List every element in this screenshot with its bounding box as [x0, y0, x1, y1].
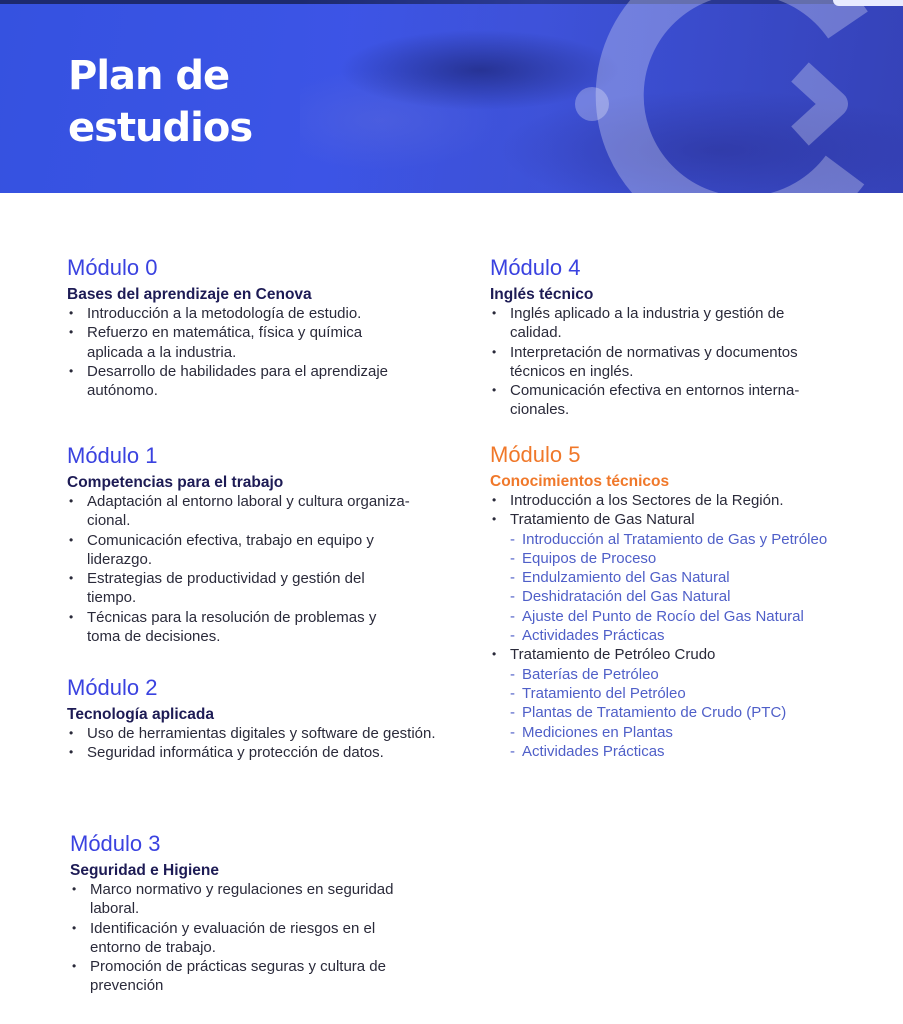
sub-list-item: - Actividades Prácticas — [490, 626, 850, 645]
sub-list-item: - Introducción al Tratamiento de Gas y Petróleo — [490, 530, 850, 549]
module-subtitle: Inglés técnico — [490, 286, 594, 303]
list-item: • Introducción a los Sectores de la Región. — [490, 491, 850, 510]
sub-list-item: - Ajuste del Punto de Rocío del Gas Natural — [490, 607, 850, 626]
sub-list-item: - Deshidratación del Gas Natural — [490, 587, 850, 606]
module-2 — [67, 675, 437, 763]
list-item: • Identificación y evaluación de riesgos en el entorno de trabajo. — [70, 919, 440, 958]
module-5 — [490, 442, 850, 761]
list-item: • Tratamiento de Petróleo Crudo — [490, 645, 850, 664]
module-subtitle: Seguridad e Higiene — [70, 862, 220, 879]
module-list — [67, 724, 437, 763]
list-item: • Inglés aplicado a la industria y gestión de calidad. — [490, 304, 840, 343]
sub-list-item: - Plantas de Tratamiento de Crudo (PTC) — [490, 703, 850, 722]
module-heading: Módulo 0 — [67, 255, 158, 280]
list-item: • Seguridad informática y protección de datos. — [67, 743, 437, 762]
list-item: • Refuerzo en matemática, física y química aplicada a la industria. — [67, 323, 427, 362]
list-item: • Promoción de prácticas seguras y cultura de prevención — [70, 957, 440, 996]
header-banner — [0, 0, 903, 193]
list-item: • Interpretación de normativas y documentos técnicos en inglés. — [490, 343, 840, 382]
module-heading: Módulo 4 — [490, 255, 581, 280]
module-1 — [67, 443, 447, 646]
list-item: • Comunicación efectiva en entornos interna-cionales. — [490, 381, 840, 420]
module-subtitle: Conocimientos técnicos — [490, 473, 670, 490]
module-list — [67, 492, 447, 646]
module-3 — [70, 831, 440, 996]
module-subtitle: Competencias para el trabajo — [67, 474, 284, 491]
module-heading: Módulo 1 — [67, 443, 158, 468]
list-item: • Introducción a la metodología de estudio. — [67, 304, 427, 323]
list-item: • Tratamiento de Gas Natural — [490, 510, 850, 529]
list-item: • Comunicación efectiva, trabajo en equipo y liderazgo. — [67, 531, 447, 570]
module-4 — [490, 255, 840, 420]
sub-list-item: - Mediciones en Plantas — [490, 723, 850, 742]
list-item: • Uso de herramientas digitales y software de gestión. — [67, 724, 437, 743]
sub-list-item: - Endulzamiento del Gas Natural — [490, 568, 850, 587]
module-heading: Módulo 3 — [70, 831, 161, 856]
module-list — [67, 304, 427, 400]
sub-list-item: - Tratamiento del Petróleo — [490, 684, 850, 703]
list-item: • Estrategias de productividad y gestión del tiempo. — [67, 569, 447, 608]
page-title: Plan de estudios — [68, 53, 253, 151]
module-list — [70, 880, 440, 996]
list-item: • Adaptación al entorno laboral y cultura organiza-cional. — [67, 492, 447, 531]
module-list — [490, 491, 850, 761]
list-item: • Desarrollo de habilidades para el aprendizaje autónomo. — [67, 362, 427, 401]
corner-mark — [833, 0, 903, 6]
module-0 — [67, 255, 427, 400]
module-heading: Módulo 2 — [67, 675, 158, 700]
module-subtitle: Bases del aprendizaje en Cenova — [67, 286, 312, 303]
module-subtitle: Tecnología aplicada — [67, 706, 215, 723]
sub-list-item: - Equipos de Proceso — [490, 549, 850, 568]
list-item: • Marco normativo y regulaciones en seguridad laboral. — [70, 880, 440, 919]
module-list — [490, 304, 840, 420]
sub-list-item: - Baterías de Petróleo — [490, 665, 850, 684]
list-item: • Técnicas para la resolución de problemas y toma de decisiones. — [67, 608, 447, 647]
sub-list-item: - Actividades Prácticas — [490, 742, 850, 761]
module-heading: Módulo 5 — [490, 442, 581, 467]
